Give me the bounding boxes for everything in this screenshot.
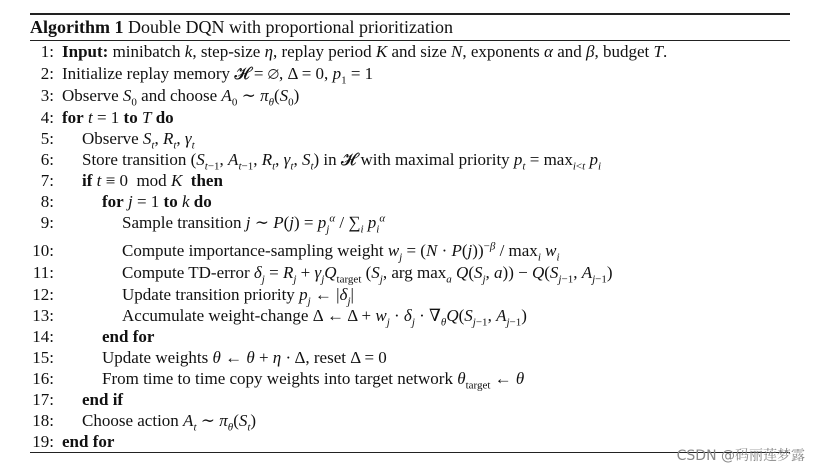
line-number: 14: xyxy=(32,327,54,346)
line-text: Accumulate weight-change Δ ← $\Delta + w_j \cdot \delta_j \cdot \nabla_\theta Q(S_{j-1}$, $A_{j-1}$) xyxy=(122,306,527,329)
line-text: Compute TD-error $\delta_j = R_j + \gamma_jQ_{target}$ ($S_j$, arg $\max_a Q(S_j$, $a)) - Q(S_{j-1}$, $A_{j-1}$) xyxy=(122,263,613,286)
line-text: Input: minibatch k, step-size η, replay period K and size N, exponents α and β, budget T. xyxy=(62,42,668,61)
line-text: end for xyxy=(62,432,115,451)
line-number: 15: xyxy=(32,348,54,367)
line-text: Observe $S_0$ and choose $A_0$ ∼ $\pi_\theta(S_0)$ xyxy=(62,86,300,109)
line-number: 19: xyxy=(32,432,54,451)
top-rule xyxy=(30,13,790,15)
line-number: 1: xyxy=(40,42,54,61)
line-number: 5: xyxy=(40,129,54,148)
line-text: for j = 1 to k do xyxy=(102,192,212,211)
line-number: 12: xyxy=(32,285,54,304)
line-number: 8: xyxy=(40,192,54,211)
line-text: From time to time copy weights into target network $\theta_{target}$ ← θ xyxy=(102,369,525,392)
line-text: Choose action $A_t$ ∼ $\pi_\theta(S_t)$ xyxy=(82,411,257,434)
line-number: 11: xyxy=(32,263,54,282)
line-number: 10: xyxy=(32,241,54,260)
line-text: for t = 1 to T do xyxy=(62,108,174,127)
line-text: if t ≡ 0 mod K then xyxy=(82,171,223,190)
line-number: 4: xyxy=(40,108,54,127)
line-number: 3: xyxy=(40,86,54,105)
line-number: 2: xyxy=(40,64,54,83)
line-number: 13: xyxy=(32,306,54,325)
line-text: Sample transition j ∼ $P(j) = p_j^\alpha / \sum_i$ $p_i^\alpha$ xyxy=(122,212,386,236)
watermark: CSDN @码丽莲梦露 xyxy=(676,448,805,464)
line-number: 18: xyxy=(32,411,54,430)
line-text: Store transition ($S_{t-1}$, $A_{t-1}$, $R_t$, $\gamma_t$, $S_t$) in 𝓗 with maximal priority $p_t = \max_{i<t} p_i$ xyxy=(82,150,601,173)
line-number: 7: xyxy=(40,171,54,190)
caption-label: Algorithm 1 xyxy=(30,17,124,37)
caption-title: Double DQN with proportional prioritization xyxy=(128,17,453,37)
line-number: 6: xyxy=(40,150,54,169)
line-text: Compute importance-sampling weight $w_j = (N \cdot P(j))^{-\beta} / \max_i w_i$ xyxy=(122,240,560,264)
line-text: Initialize replay memory 𝓗 = ∅, Δ = 0, $p_1 = 1$ xyxy=(62,64,374,87)
line-text: Observe $S_t$, $R_t$, $\gamma_t$ xyxy=(82,129,195,152)
line-text: Update transition priority $p_j$ ← $|\delta_j|$ xyxy=(122,285,354,308)
line-text: end for xyxy=(102,327,155,346)
line-number: 16: xyxy=(32,369,54,388)
line-number: 9: xyxy=(40,213,54,232)
line-text: Update weights θ ← θ + η · Δ, reset Δ = 0 xyxy=(102,348,387,367)
algorithm-caption xyxy=(30,16,453,38)
line-number: 17: xyxy=(32,390,54,409)
line-text: end if xyxy=(82,390,124,409)
